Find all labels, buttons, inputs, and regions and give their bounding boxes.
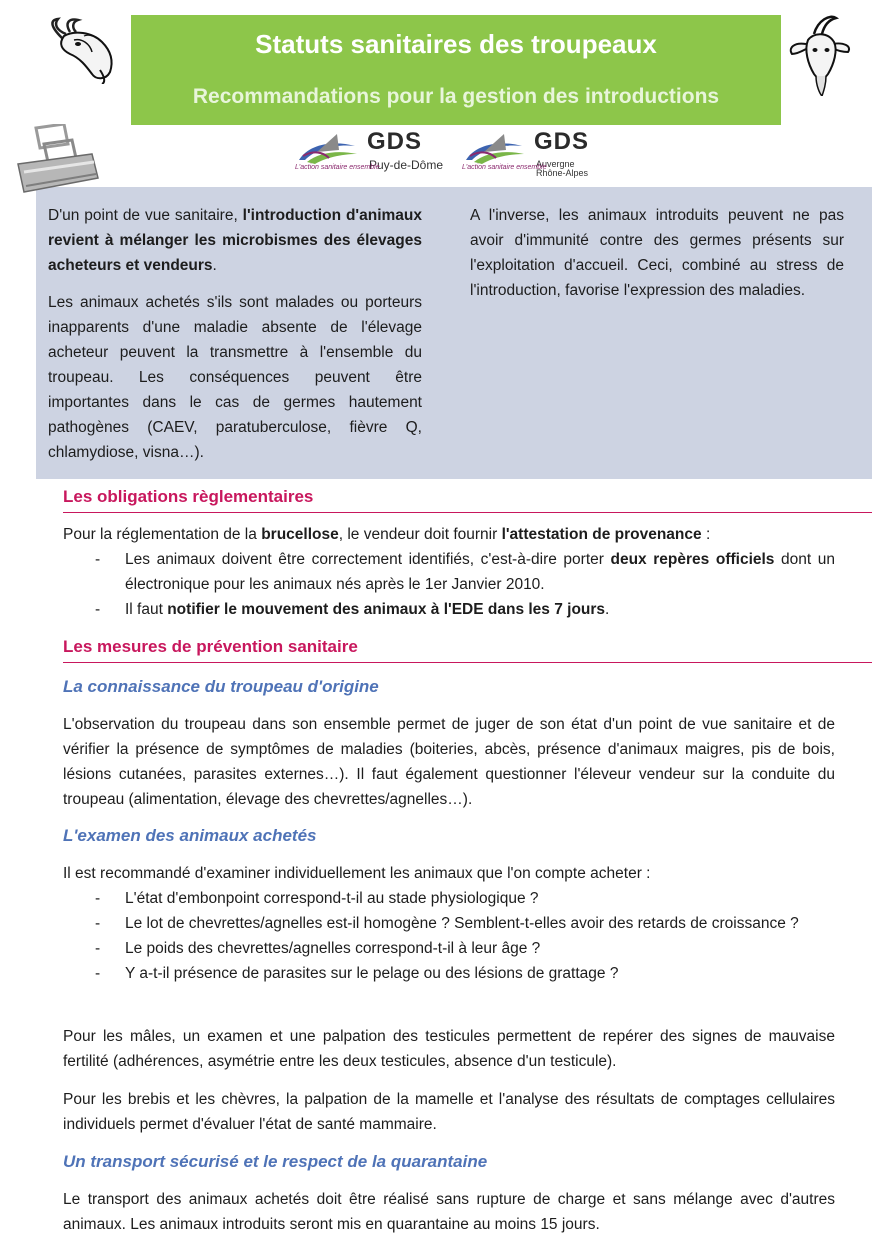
exam-males-paragraph: Pour les mâles, un examen et une palpation des testicules permettent de repérer des signes de mauvaise fertilité (adhérences, asymétrie entre les deux testicules, absence d'un testicule).	[63, 1028, 835, 1070]
list-text: Il faut	[125, 601, 168, 618]
intro-text: .	[212, 257, 217, 274]
gds-region: Puy-de-Dôme	[369, 158, 444, 172]
list-emphasis: notifier le mouvement des animaux à l'EDE dans les 7 jours	[167, 601, 606, 618]
list-item	[63, 547, 835, 597]
obligations-lead	[63, 522, 835, 547]
intro-text: D'un point de vue sanitaire,	[48, 207, 243, 224]
exam-females-paragraph: Pour les brebis et les chèvres, la palpation de la mamelle et l'analyse des résultats de comptages cellulaires individuels permet d'évaluer l'état de santé mammaire.	[63, 1091, 835, 1133]
bullet-dash: -	[95, 551, 101, 568]
exam-list	[63, 886, 835, 986]
intro-emphasis: l'introduction d'animaux revient à mélanger les microbismes des élevages acheteurs et vendeurs	[48, 207, 422, 274]
bullet-dash: -	[95, 940, 101, 957]
obligations-list	[63, 547, 835, 622]
list-text: Le lot de chevrettes/agnelles est-il homogène ? Semblent-t-elles avoir des retards de croissance ?	[125, 915, 799, 932]
intro-box	[36, 187, 872, 479]
list-item	[63, 936, 835, 961]
section-title-prevention: Les mesures de prévention sanitaire	[63, 637, 358, 656]
obligations-text: , le vendeur doit fournir	[338, 526, 502, 543]
gds-tagline: L'action sanitaire ensemble	[462, 164, 547, 171]
exam-lead: Il est recommandé d'examiner individuellement les animaux que l'on compte acheter :	[63, 865, 651, 882]
list-item	[63, 911, 835, 936]
transport-paragraph: Le transport des animaux achetés doit être réalisé sans rupture de charge et sans mélange avec d'autres animaux. Les animaux introduits seront mis en quarantaine au moins 15 jours.	[63, 1191, 835, 1233]
intro-paragraph-3: A l'inverse, les animaux introduits peuvent ne pas avoir d'immunité contre des germes présents sur l'exploitation d'accueil. Ceci, combiné au stress de l'introduction, favorise l'expression des maladies.	[470, 207, 844, 299]
bullet-dash: -	[95, 915, 101, 932]
section-divider	[63, 512, 872, 513]
bullet-dash: -	[95, 890, 101, 907]
intro-left-column	[48, 203, 422, 477]
list-text: .	[605, 601, 610, 618]
obligations-emphasis: brucellose	[261, 526, 339, 543]
list-emphasis: deux repères officiels	[610, 551, 775, 568]
subsection-title-exam: L'examen des animaux achetés	[63, 826, 317, 845]
page-title: Statuts sanitaires des troupeaux	[255, 29, 657, 59]
list-text: Les animaux doivent être correctement identifiés, c'est-à-dire porter	[125, 551, 611, 568]
intro-paragraph-1	[48, 203, 422, 278]
bullet-dash: -	[95, 601, 101, 618]
gds-region-line1: Auvergne	[536, 159, 575, 169]
list-text: dont un électronique pour les animaux nés après le 1er Janvier 2010.	[125, 551, 835, 593]
intro-paragraph-2: Les animaux achetés s'ils sont malades ou porteurs inapparents d'une maladie absente de l'élevage acheteur peuvent la transmettre à l'ensemble du troupeau. Les conséquences peuvent être importantes dans le cas de germes hautement pathogènes (CAEV, paratuberculose, fièvre Q, chlamydiose, visna…).	[48, 294, 422, 461]
obligations-emphasis: l'attestation de provenance	[501, 526, 702, 543]
obligations-text: Pour la réglementation de la	[63, 526, 262, 543]
gds-region-line2: Rhône-Alpes	[536, 168, 589, 178]
section-divider	[63, 662, 872, 663]
list-item	[63, 597, 835, 622]
list-text: Y a-t-il présence de parasites sur le pelage ou des lésions de grattage ?	[125, 965, 619, 982]
subsection-title-origin-herd: La connaissance du troupeau d'origine	[63, 677, 379, 696]
subsection-title-transport: Un transport sécurisé et le respect de la quarantaine	[63, 1152, 488, 1171]
gds-brand: GDS	[367, 128, 423, 155]
list-item	[63, 961, 835, 986]
list-text: Le poids des chevrettes/agnelles correspond-t-il à leur âge ?	[125, 940, 541, 957]
list-text: L'état d'embonpoint correspond-t-il au stade physiologique ?	[125, 890, 539, 907]
gds-auvergne-rhone-alpes-logo	[460, 130, 610, 178]
section-title-obligations: Les obligations règlementaires	[63, 487, 314, 506]
origin-herd-paragraph: L'observation du troupeau dans son ensemble permet de juger de son état d'un point de vue sanitaire et de vérifier la présence de symptômes de maladies (boiteries, abcès, présence d'animaux maigres, pis de bois, lésions cutanées, parasites externes…). Il faut également questionner l'éleveur vendeur sur la conduite du troupeau (alimentation, élevage des chevrettes/agnelles…).	[63, 716, 835, 808]
gds-puy-de-dome-logo	[293, 130, 453, 178]
gds-brand: GDS	[534, 128, 590, 155]
bullet-dash: -	[95, 965, 101, 982]
list-item	[63, 886, 835, 911]
header-banner	[131, 15, 781, 125]
goat-head-left-illustration	[44, 16, 126, 84]
intro-right-column	[470, 203, 844, 315]
obligations-text: :	[701, 526, 711, 543]
gds-tagline: L'action sanitaire ensemble	[295, 164, 380, 171]
binder-clip-illustration	[14, 124, 102, 200]
page-subtitle: Recommandations pour la gestion des introductions	[192, 85, 720, 108]
goat-head-right-illustration	[784, 14, 856, 96]
